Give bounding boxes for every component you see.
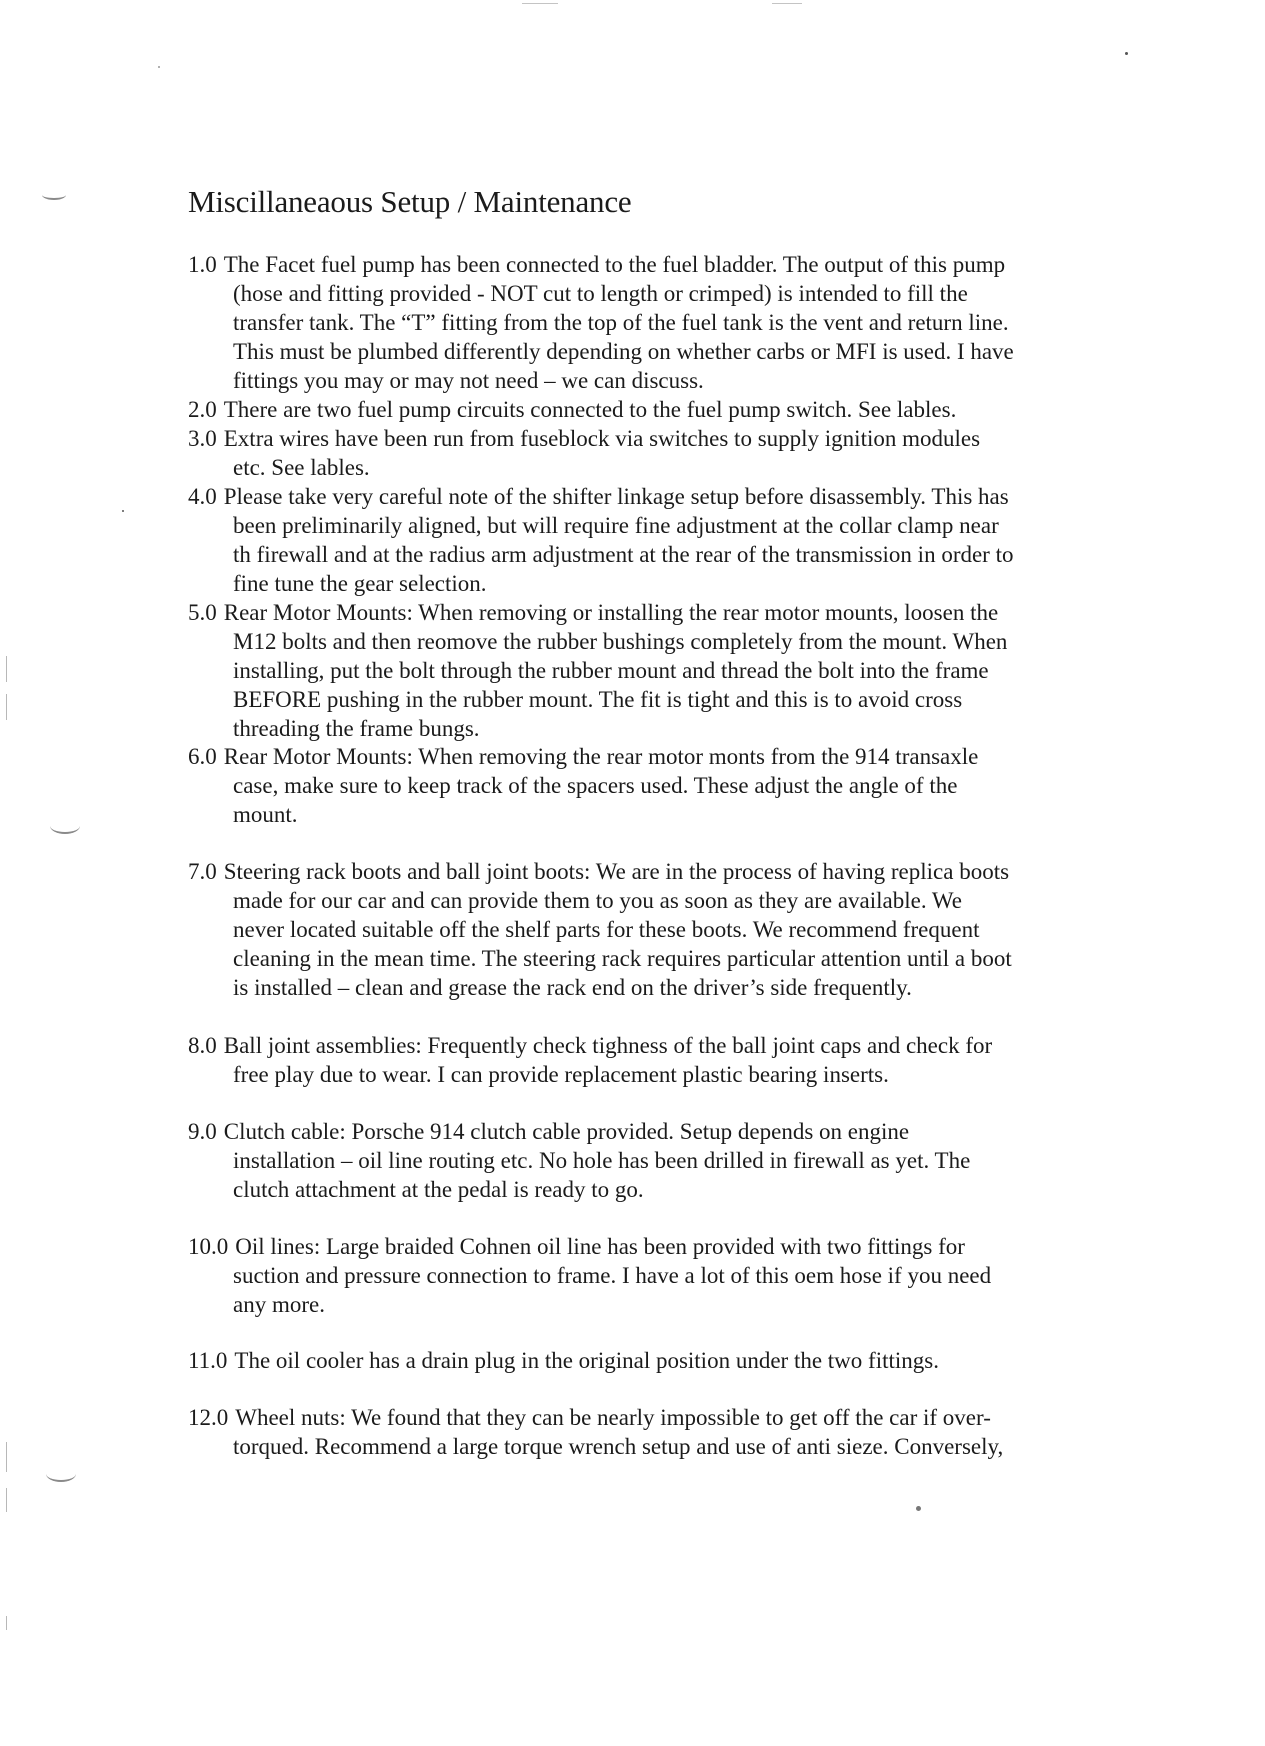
punch-hole-mark-middle [50, 818, 80, 834]
item-text: Ball joint assemblies: Frequently check tighness of the ball joint caps and check for [223, 1033, 993, 1058]
scan-edge-line-4 [6, 1488, 7, 1512]
item-text: Steering rack boots and ball joint boots: We are in the process of having replica boots [223, 859, 1010, 884]
item-text: etc. See lables. [233, 455, 370, 480]
item-number: 6.0 [188, 744, 217, 769]
scan-edge-line-5 [6, 1616, 7, 1630]
item-text: The Facet fuel pump has been connected to the fuel bladder. The output of this pump [223, 252, 1006, 277]
item-number: 2.0 [188, 397, 217, 422]
item-text: Oil lines: Large braided Cohnen oil line has been provided with two fittings for [235, 1234, 965, 1259]
item-text: been preliminarily aligned, but will require fine adjustment at the collar clamp near [233, 513, 999, 538]
item-number: 4.0 [188, 484, 217, 509]
list-item-1 [188, 250, 1100, 395]
item-text: never located suitable off the shelf parts for these boots. We recommend frequent [233, 917, 980, 942]
item-text: made for our car and can provide them to you as soon as they are available. We [233, 888, 962, 913]
list-item-8 [188, 1031, 1100, 1089]
scan-dot-top-right [1125, 52, 1128, 55]
list-item-6 [188, 742, 1100, 829]
item-number: 1.0 [188, 252, 217, 277]
item-text: any more. [233, 1292, 325, 1317]
scan-dot-left [122, 510, 124, 512]
item-text: threading the frame bungs. [233, 716, 480, 741]
item-text: fittings you may or may not need – we can discuss. [233, 368, 704, 393]
punch-hole-mark-top [42, 190, 66, 200]
item-text: There are two fuel pump circuits connected to the fuel pump switch. See lables. [223, 397, 957, 422]
scan-speck-bottom [916, 1506, 921, 1511]
list-item-10 [188, 1232, 1100, 1319]
item-text: cleaning in the mean time. The steering rack requires particular attention until a boot [233, 946, 1012, 971]
item-number: 10.0 [188, 1234, 229, 1259]
item-number: 7.0 [188, 859, 217, 884]
list-item-3 [188, 424, 1100, 482]
item-text: fine tune the gear selection. [233, 571, 487, 596]
item-text: installing, put the bolt through the rubber mount and thread the bolt into the frame [233, 658, 989, 683]
item-number: 3.0 [188, 426, 217, 451]
item-text: torqued. Recommend a large torque wrench setup and use of anti sieze. Conversely, [233, 1434, 1004, 1459]
item-text: Clutch cable: Porsche 914 clutch cable provided. Setup depends on engine [223, 1119, 910, 1144]
item-number: 9.0 [188, 1119, 217, 1144]
list-item-4 [188, 482, 1100, 598]
list-item-12 [188, 1403, 1100, 1461]
item-text: suction and pressure connection to frame. I have a lot of this oem hose if you need [233, 1263, 992, 1288]
list-item-2 [188, 395, 1100, 424]
item-number: 11.0 [188, 1348, 228, 1373]
item-number: 8.0 [188, 1033, 217, 1058]
item-text: installation – oil line routing etc. No hole has been drilled in firewall as yet. The [233, 1148, 971, 1173]
item-text: The oil cooler has a drain plug in the original position under the two fittings. [234, 1348, 939, 1373]
item-text: transfer tank. The “T” fitting from the top of the fuel tank is the vent and return line. [233, 310, 1009, 335]
item-text: BEFORE pushing in the rubber mount. The fit is tight and this is to avoid cross [233, 687, 963, 712]
item-text: M12 bolts and then reomove the rubber bushings completely from the mount. When [233, 629, 1008, 654]
item-text: th firewall and at the radius arm adjustment at the rear of the transmission in order to [233, 542, 1014, 567]
item-text: Rear Motor Mounts: When removing the rear motor monts from the 914 transaxle [223, 744, 979, 769]
item-number: 5.0 [188, 600, 217, 625]
item-text: Wheel nuts: We found that they can be nearly impossible to get off the car if over- [235, 1405, 991, 1430]
list-item-9 [188, 1117, 1100, 1204]
item-text: Extra wires have been run from fuseblock via switches to supply ignition modules [223, 426, 981, 451]
item-text: mount. [233, 802, 298, 827]
item-text: is installed – clean and grease the rack end on the driver’s side frequently. [233, 975, 912, 1000]
item-text: (hose and fitting provided - NOT cut to length or crimped) is intended to fill the [233, 281, 968, 306]
item-text: This must be plumbed differently depending on whether carbs or MFI is used. I have [233, 339, 1014, 364]
list-item-11 [188, 1346, 1100, 1375]
list-item-7 [188, 857, 1100, 1002]
scan-edge-line-3 [6, 1442, 7, 1472]
scan-edge-line-1 [6, 656, 7, 682]
item-text: clutch attachment at the pedal is ready to go. [233, 1177, 644, 1202]
scan-edge-line-2 [6, 694, 7, 720]
page-title: Miscillaneaous Setup / Maintenance [188, 184, 632, 219]
item-text: case, make sure to keep track of the spacers used. These adjust the angle of the [233, 773, 958, 798]
scan-mark-top-right [772, 3, 802, 4]
item-text: free play due to wear. I can provide replacement plastic bearing inserts. [233, 1062, 889, 1087]
item-number: 12.0 [188, 1405, 229, 1430]
scan-mark-top-left [522, 3, 558, 4]
list-item-5 [188, 598, 1100, 743]
scan-dot-top-left [158, 66, 160, 68]
item-text: Please take very careful note of the shifter linkage setup before disassembly. This has [223, 484, 1009, 509]
punch-hole-mark-bottom [46, 1466, 76, 1482]
item-text: Rear Motor Mounts: When removing or installing the rear motor mounts, loosen the [223, 600, 999, 625]
